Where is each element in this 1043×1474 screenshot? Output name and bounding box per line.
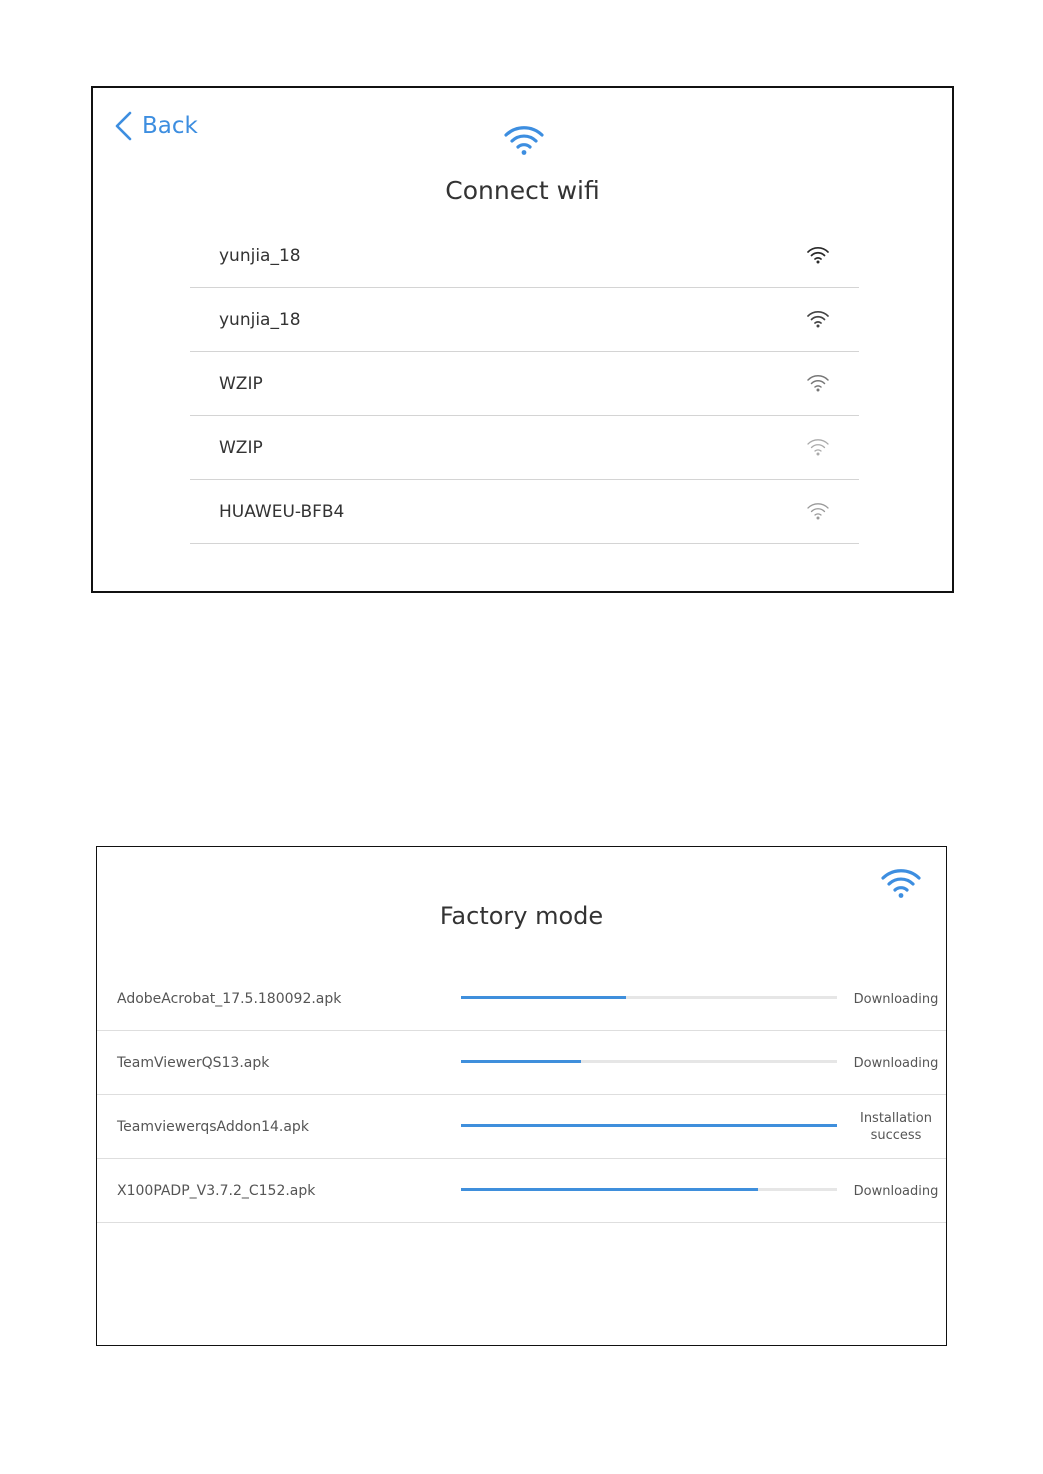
progress-bar	[461, 1188, 837, 1191]
wifi-icon	[503, 124, 545, 156]
apk-download-row	[97, 1159, 946, 1223]
network-ssid: WZIP	[219, 374, 263, 394]
back-label: Back	[142, 113, 198, 139]
wifi-screen	[91, 86, 954, 593]
wifi-network-item[interactable]	[190, 288, 859, 352]
wifi-signal-icon	[806, 438, 830, 456]
wifi-signal-icon	[806, 246, 830, 264]
progress-bar	[461, 1124, 837, 1127]
wifi-signal-icon	[806, 374, 830, 392]
progress-bar	[461, 1060, 837, 1063]
wifi-network-item[interactable]	[190, 352, 859, 416]
download-status: Downloading	[853, 1183, 939, 1199]
download-status: Downloading	[853, 991, 939, 1007]
apk-filename: TeamviewerqsAddon14.apk	[117, 1119, 309, 1135]
install-status: Installation success	[859, 1111, 932, 1143]
back-button[interactable]	[113, 110, 198, 142]
network-ssid: yunjia_18	[219, 310, 301, 330]
network-ssid: WZIP	[219, 438, 263, 458]
page-title: Factory mode	[439, 902, 604, 930]
download-status: Downloading	[853, 1055, 939, 1071]
progress-fill	[461, 1060, 581, 1063]
factory-mode-screen	[96, 846, 947, 1346]
wifi-network-list	[190, 224, 859, 544]
progress-fill	[461, 1188, 758, 1191]
wifi-network-item[interactable]	[190, 480, 859, 544]
apk-download-row	[97, 1031, 946, 1095]
wifi-icon	[880, 867, 922, 899]
progress-bar	[461, 996, 837, 999]
wifi-network-item[interactable]	[190, 224, 859, 288]
wifi-signal-icon	[806, 310, 830, 328]
progress-fill	[461, 996, 626, 999]
wifi-network-item[interactable]	[190, 416, 859, 480]
chevron-left-icon	[113, 110, 137, 142]
page-title: Connect wifi	[445, 176, 600, 205]
wifi-signal-icon	[806, 502, 830, 520]
progress-fill	[461, 1124, 837, 1127]
apk-filename: AdobeAcrobat_17.5.180092.apk	[117, 991, 342, 1007]
apk-download-row	[97, 967, 946, 1031]
network-ssid: yunjia_18	[219, 246, 301, 266]
apk-filename: X100PADP_V3.7.2_C152.apk	[117, 1183, 316, 1199]
network-ssid: HUAWEU-BFB4	[219, 502, 345, 522]
apk-filename: TeamViewerQS13.apk	[117, 1055, 270, 1071]
apk-download-row	[97, 1095, 946, 1159]
